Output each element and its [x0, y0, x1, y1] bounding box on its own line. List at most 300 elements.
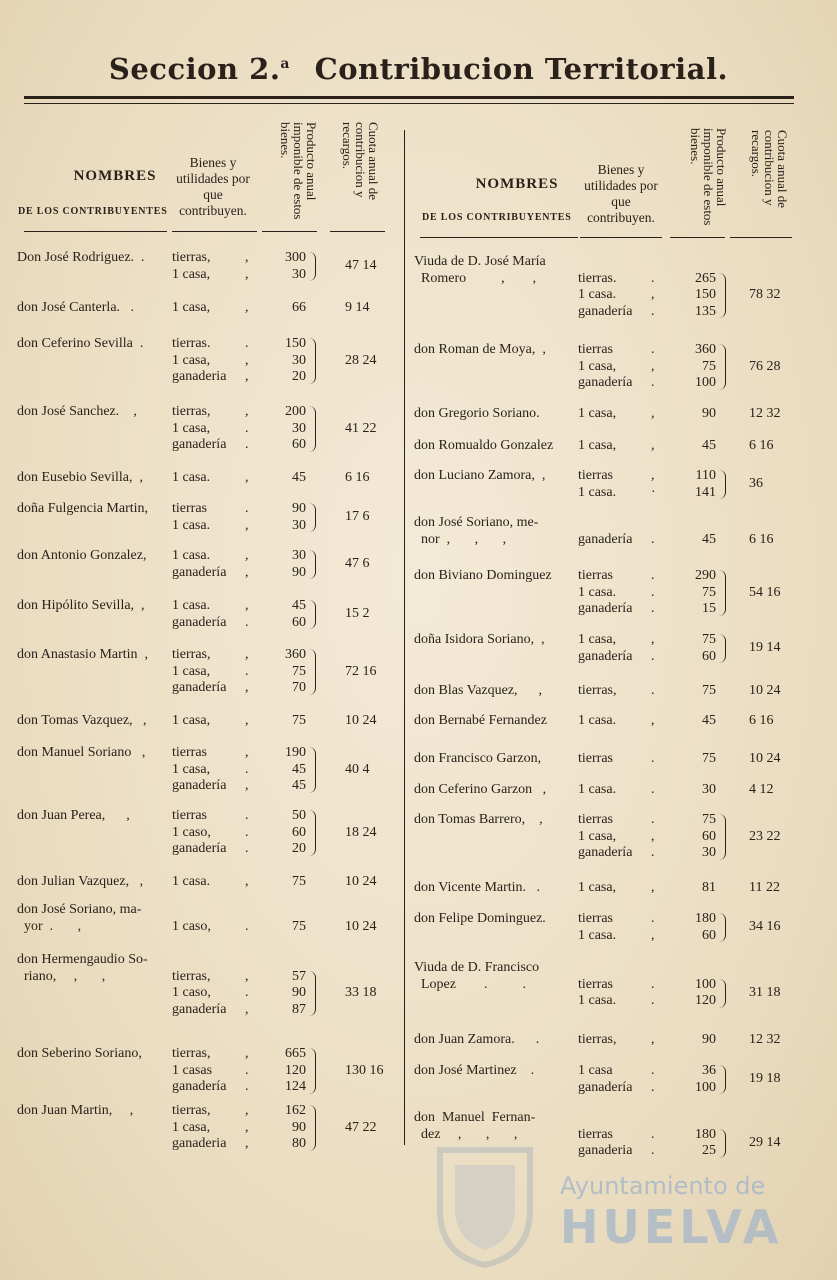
- property-type: 1 caso,: [172, 985, 211, 1000]
- property-type: 1 casa,: [578, 406, 617, 421]
- property-value: 120: [695, 993, 716, 1008]
- value-brace: [719, 634, 726, 663]
- contributor-name: don José Canterla. .: [17, 300, 135, 315]
- property-type: 1 casa.: [172, 874, 211, 889]
- property-separator: .: [245, 841, 249, 856]
- property-type: 1 casa.: [172, 598, 211, 613]
- watermark-seal: [430, 1140, 540, 1268]
- column-header-cuota: Cuota anual de contribucion y recargos.: [749, 130, 790, 208]
- property-value: 30: [702, 782, 716, 797]
- watermark-text-line1: Ayuntamiento de: [560, 1172, 766, 1200]
- property-separator: ,: [245, 1103, 249, 1118]
- cuota-value: 72 16: [345, 663, 377, 679]
- cuota-value: 31 18: [749, 984, 781, 1000]
- column-header-nombres: NOMBRES: [475, 176, 559, 192]
- property-value: 57: [292, 968, 306, 984]
- value-brace: [309, 810, 316, 856]
- value-brace: [309, 406, 316, 452]
- property-value: 100: [695, 375, 716, 390]
- property-type: 1 casa.: [578, 484, 617, 500]
- contributor-name: don Manuel Fernan-: [414, 1110, 536, 1125]
- contributor-name: don Ceferino Garzon ,: [414, 782, 547, 797]
- property-type: 1 casa.: [578, 782, 617, 797]
- cuota-value: 10 24: [749, 683, 781, 698]
- contributor-name: don Seberino Soriano,: [17, 1046, 142, 1061]
- contributor-name: Viuda de D. Francisco: [414, 960, 540, 975]
- property-value: 90: [702, 1032, 716, 1047]
- property-type: tierras: [578, 468, 613, 483]
- property-separator: ,: [245, 968, 249, 984]
- cuota-value: 4 12: [749, 782, 774, 797]
- value-brace: [309, 503, 316, 532]
- property-value: 30: [292, 352, 306, 368]
- property-separator: .: [245, 420, 249, 436]
- property-value: 45: [292, 761, 306, 777]
- property-type: 1 casa.: [172, 517, 211, 533]
- cuota-value: 36: [749, 476, 763, 492]
- contributor-name: don José Sanchez. ,: [17, 404, 137, 419]
- contributor-name-continued: riano, , ,: [17, 968, 106, 984]
- property-separator: ,: [651, 438, 655, 453]
- property-separator: .: [651, 648, 655, 664]
- property-separator: ,: [245, 713, 249, 728]
- property-value: 75: [702, 683, 716, 698]
- column-header-contribuyentes: DE LOS CONTRIBUYENTES: [18, 206, 168, 217]
- contributor-name: don Vicente Martin. .: [414, 880, 541, 895]
- cuota-value: 10 24: [345, 713, 377, 728]
- property-separator: ,: [245, 745, 249, 760]
- property-value: 60: [702, 828, 716, 844]
- property-separator: .: [651, 683, 655, 698]
- contributor-name: don Ceferino Sevilla .: [17, 336, 144, 351]
- property-separator: .: [651, 751, 655, 766]
- property-value: 45: [292, 598, 306, 613]
- property-separator: ,: [651, 406, 655, 421]
- property-value: 75: [702, 584, 716, 600]
- property-value: 141: [695, 484, 716, 500]
- property-type: tierras: [578, 976, 613, 992]
- property-separator: .: [651, 1079, 655, 1095]
- property-separator: .: [651, 782, 655, 797]
- property-type: 1 casa.: [578, 713, 617, 728]
- property-separator: ,: [651, 632, 655, 647]
- cuota-value: 17 6: [345, 509, 370, 525]
- property-value: 25: [702, 1143, 716, 1158]
- title-rule: [24, 96, 794, 99]
- section-superscript: a: [280, 56, 290, 73]
- property-type: ganadería: [172, 680, 227, 695]
- property-value: 90: [702, 406, 716, 421]
- property-type: 1 casa,: [578, 438, 617, 453]
- cuota-value: 6 16: [749, 713, 774, 728]
- property-value: 30: [702, 845, 716, 860]
- property-type: tierras,: [172, 404, 211, 419]
- property-separator: ,: [245, 1119, 249, 1135]
- property-value: 100: [695, 1079, 716, 1095]
- property-separator: .: [245, 808, 249, 823]
- property-separator: ,: [245, 250, 249, 265]
- property-value: 75: [292, 918, 306, 934]
- property-value: 360: [695, 342, 716, 357]
- property-separator: ,: [245, 369, 249, 384]
- property-type: tierras.: [172, 336, 211, 351]
- property-type: tierras: [578, 812, 613, 827]
- cuota-value: 41 22: [345, 420, 377, 436]
- contributor-name: don Blas Vazquez, ,: [414, 683, 543, 698]
- property-separator: .: [651, 1143, 655, 1158]
- property-separator: ·: [651, 484, 656, 500]
- property-separator: ,: [245, 404, 249, 419]
- contributor-name: Don José Rodriguez. .: [17, 250, 145, 265]
- cuota-value: 47 22: [345, 1119, 377, 1135]
- property-type: tierras,: [578, 1032, 617, 1047]
- contributor-name: Viuda de D. José María: [414, 254, 546, 269]
- property-type: ganadería: [578, 648, 633, 664]
- property-value: 60: [292, 437, 306, 452]
- property-type: 1 casa.: [578, 927, 617, 943]
- header-underline: [330, 231, 385, 232]
- property-separator: .: [245, 1062, 249, 1078]
- cuota-value: 9 14: [345, 300, 370, 315]
- property-type: 1 casa,: [578, 828, 617, 844]
- property-separator: ,: [245, 300, 249, 315]
- property-separator: ,: [245, 778, 249, 793]
- value-brace: [719, 344, 726, 390]
- value-brace: [309, 1048, 316, 1094]
- property-value: 45: [292, 778, 306, 793]
- property-separator: .: [245, 501, 249, 516]
- column-header-cuota: Cuota anual de contribucion y recargos.: [340, 122, 381, 200]
- property-type: ganaderia: [172, 1136, 227, 1151]
- property-value: 60: [702, 648, 716, 664]
- property-value: 120: [285, 1062, 306, 1078]
- cuota-value: 23 22: [749, 828, 781, 844]
- property-value: 45: [702, 531, 716, 547]
- property-value: 90: [292, 1119, 306, 1135]
- cuota-value: 10 24: [345, 874, 377, 889]
- property-separator: .: [651, 342, 655, 357]
- contributor-name: don Romualdo Gonzalez: [414, 438, 554, 453]
- property-separator: .: [651, 812, 655, 827]
- contributor-name: don Antonio Gonzalez,: [17, 548, 147, 563]
- contributor-name-continued: yor . ,: [17, 918, 82, 934]
- contributor-name: don Anastasio Martin ,: [17, 647, 149, 662]
- property-type: 1 casa,: [172, 352, 211, 368]
- watermark-text-line2: HUELVA: [560, 1200, 783, 1254]
- contributor-name: don Felipe Dominguez.: [414, 911, 546, 926]
- value-brace: [719, 1129, 726, 1158]
- cuota-value: 34 16: [749, 919, 781, 935]
- property-type: 1 casa,: [172, 300, 211, 315]
- property-value: 124: [285, 1079, 306, 1094]
- header-underline: [670, 237, 725, 238]
- property-type: 1 casa,: [172, 761, 211, 777]
- property-value: 150: [285, 336, 306, 351]
- property-value: 75: [702, 632, 716, 647]
- property-value: 30: [292, 266, 306, 282]
- column-header-nombres: NOMBRES: [73, 168, 157, 184]
- property-type: tierras: [172, 501, 207, 516]
- property-type: 1 casa.: [172, 548, 211, 563]
- property-value: 50: [292, 808, 306, 823]
- property-separator: ,: [245, 548, 249, 563]
- contributor-name: don Tomas Vazquez, ,: [17, 713, 147, 728]
- cuota-value: 19 18: [749, 1071, 781, 1087]
- property-value: 135: [695, 303, 716, 319]
- property-value: 100: [695, 976, 716, 992]
- property-type: ganadería: [172, 564, 227, 580]
- value-brace: [309, 649, 316, 695]
- property-value: 36: [702, 1063, 716, 1078]
- property-type: 1 casa.: [578, 993, 617, 1008]
- cuota-value: 11 22: [749, 880, 780, 895]
- property-value: 80: [292, 1136, 306, 1151]
- property-type: tierras: [172, 808, 207, 823]
- property-separator: ,: [245, 517, 249, 533]
- cuota-value: 15 2: [345, 606, 370, 622]
- property-separator: .: [651, 911, 655, 926]
- page-title: [0, 52, 837, 86]
- value-brace: [309, 1105, 316, 1151]
- property-type: tierras,: [172, 250, 211, 265]
- cuota-value: 18 24: [345, 824, 377, 840]
- property-separator: .: [651, 375, 655, 390]
- value-brace: [719, 814, 726, 860]
- property-separator: ,: [245, 1001, 249, 1017]
- property-separator: ,: [245, 1136, 249, 1151]
- header-underline: [172, 231, 257, 232]
- property-type: 1 casa.: [578, 287, 617, 302]
- property-separator: .: [651, 270, 655, 286]
- property-value: 87: [292, 1001, 306, 1017]
- column-header-producto: Producto anual imponible de estos bienes.: [278, 122, 319, 220]
- contributor-name: don Biviano Dominguez: [414, 568, 552, 583]
- property-type: tierras.: [578, 270, 617, 286]
- title-text: Contribucion Territorial.: [314, 52, 729, 86]
- cuota-value: 28 24: [345, 352, 377, 368]
- property-value: 70: [292, 680, 306, 695]
- cuota-value: 10 24: [345, 918, 377, 934]
- property-type: tierras: [578, 342, 613, 357]
- property-value: 20: [292, 369, 306, 384]
- property-type: tierras,: [172, 968, 211, 984]
- contributor-name: don José Soriano, me-: [414, 515, 539, 530]
- value-brace: [309, 550, 316, 579]
- property-value: 30: [292, 420, 306, 436]
- property-separator: ,: [245, 1046, 249, 1061]
- contributor-name: don Hipólito Sevilla, ,: [17, 598, 145, 613]
- property-type: tierras: [578, 751, 613, 766]
- property-value: 60: [292, 824, 306, 840]
- value-brace: [719, 979, 726, 1008]
- property-value: 60: [702, 927, 716, 943]
- property-separator: ,: [651, 468, 655, 483]
- value-brace: [309, 747, 316, 793]
- property-value: 30: [292, 548, 306, 563]
- contributor-name: don Manuel Soriano ,: [17, 745, 146, 760]
- section-label: Seccion 2.: [108, 52, 281, 86]
- contributor-name-continued: Lopez . .: [414, 976, 526, 992]
- title-rule-thin: [24, 103, 794, 104]
- property-type: ganadería: [578, 303, 633, 319]
- property-separator: .: [245, 437, 249, 452]
- property-value: 20: [292, 841, 306, 856]
- column-header-bienes: Bienes y utilidades por que contribuyen.: [176, 155, 250, 218]
- property-type: tierras,: [172, 1103, 211, 1118]
- property-type: ganadería: [578, 845, 633, 860]
- property-type: ganadería: [172, 614, 227, 630]
- cuota-value: 6 16: [749, 438, 774, 453]
- property-value: 265: [695, 270, 716, 286]
- column-header-bienes: Bienes y utilidades por que contribuyen.: [584, 162, 658, 225]
- property-value: 90: [292, 564, 306, 580]
- cuota-value: 130 16: [345, 1062, 384, 1078]
- cuota-value: 12 32: [749, 406, 781, 421]
- contributor-name: don Tomas Barrero, ,: [414, 812, 543, 827]
- property-value: 30: [292, 517, 306, 533]
- property-separator: .: [651, 1063, 655, 1078]
- property-separator: .: [651, 993, 655, 1008]
- property-separator: .: [245, 824, 249, 840]
- property-value: 66: [292, 300, 306, 315]
- cuota-value: 33 18: [345, 985, 377, 1000]
- cuota-value: 6 16: [749, 531, 774, 547]
- value-brace: [309, 600, 316, 629]
- contributor-name: don Juan Zamora. .: [414, 1032, 540, 1047]
- property-type: 1 casa,: [172, 420, 211, 436]
- property-separator: ,: [651, 880, 655, 895]
- contributor-name: don Luciano Zamora, ,: [414, 468, 546, 483]
- property-type: tierras: [578, 911, 613, 926]
- contributor-name: don José Martinez .: [414, 1063, 535, 1078]
- property-separator: .: [245, 614, 249, 630]
- contributor-name-continued: dez , , ,: [414, 1126, 518, 1142]
- cuota-value: 76 28: [749, 358, 781, 374]
- property-separator: .: [651, 303, 655, 319]
- property-type: 1 casa,: [578, 358, 617, 374]
- property-value: 90: [292, 501, 306, 516]
- property-value: 75: [702, 751, 716, 766]
- property-type: ganadería: [172, 778, 227, 793]
- property-type: ganaderia: [578, 1143, 633, 1158]
- cuota-value: 29 14: [749, 1134, 781, 1150]
- contributor-name: don Roman de Moya, ,: [414, 342, 546, 357]
- contributor-name: don Juan Perea, ,: [17, 808, 130, 823]
- property-separator: ,: [651, 1032, 655, 1047]
- property-type: tierras: [578, 568, 613, 583]
- property-type: 1 casa,: [172, 663, 211, 679]
- property-value: 110: [695, 468, 716, 483]
- contributor-name-continued: Romero , ,: [414, 270, 537, 286]
- contributor-name: doña Isidora Soriano, ,: [414, 632, 545, 647]
- value-brace: [309, 252, 316, 281]
- property-separator: ,: [651, 713, 655, 728]
- property-type: 1 caso,: [172, 918, 211, 934]
- cuota-value: 12 32: [749, 1032, 781, 1047]
- property-separator: .: [245, 336, 249, 351]
- property-type: 1 casa,: [172, 266, 211, 282]
- property-separator: ,: [651, 927, 655, 943]
- property-value: 81: [702, 880, 716, 895]
- header-underline: [730, 237, 792, 238]
- cuota-value: 6 16: [345, 470, 370, 485]
- property-value: 45: [702, 438, 716, 453]
- property-type: tierras,: [172, 1046, 211, 1061]
- value-brace: [719, 470, 726, 499]
- cuota-value: 40 4: [345, 761, 370, 777]
- column-header-producto: Producto anual imponible de estos bienes.: [688, 128, 729, 226]
- property-separator: ,: [245, 598, 249, 613]
- property-separator: .: [651, 568, 655, 583]
- property-separator: ,: [245, 352, 249, 368]
- column-divider: [404, 130, 405, 1145]
- property-type: 1 casa,: [172, 713, 211, 728]
- property-type: tierras: [578, 1126, 613, 1142]
- property-separator: .: [245, 918, 249, 934]
- contributor-name: don Bernabé Fernandez: [414, 713, 547, 728]
- value-brace: [309, 971, 316, 1017]
- property-separator: ,: [245, 266, 249, 282]
- property-value: 290: [695, 568, 716, 583]
- property-value: 360: [285, 647, 306, 662]
- contributor-name: don Francisco Garzon,: [414, 751, 542, 766]
- property-type: ganadería: [172, 437, 227, 452]
- cuota-value: 19 14: [749, 640, 781, 656]
- property-type: 1 casa,: [578, 632, 617, 647]
- property-value: 75: [702, 812, 716, 827]
- property-value: 75: [292, 713, 306, 728]
- column-header-contribuyentes: DE LOS CONTRIBUYENTES: [422, 212, 572, 223]
- contributor-name: don Gregorio Soriano.: [414, 406, 540, 421]
- property-type: ganadería: [578, 601, 633, 616]
- property-type: 1 casa: [578, 1063, 613, 1078]
- cuota-value: 47 6: [345, 556, 370, 572]
- property-separator: ,: [245, 680, 249, 695]
- property-value: 75: [292, 874, 306, 889]
- property-value: 300: [285, 250, 306, 265]
- property-value: 90: [292, 985, 306, 1000]
- cuota-value: 10 24: [749, 751, 781, 766]
- property-separator: .: [651, 845, 655, 860]
- header-underline: [262, 231, 317, 232]
- property-value: 162: [285, 1103, 306, 1118]
- property-separator: .: [245, 663, 249, 679]
- property-type: ganadería: [578, 1079, 633, 1095]
- cuota-value: 78 32: [749, 287, 781, 302]
- property-type: 1 casa,: [172, 1119, 211, 1135]
- property-value: 180: [695, 911, 716, 926]
- property-type: ganaderia: [172, 369, 227, 384]
- property-separator: .: [651, 1126, 655, 1142]
- property-value: 75: [292, 663, 306, 679]
- contributor-name-continued: nor , , ,: [414, 531, 507, 547]
- value-brace: [719, 570, 726, 616]
- property-value: 200: [285, 404, 306, 419]
- property-separator: .: [245, 985, 249, 1000]
- property-type: ganadería: [172, 1001, 227, 1017]
- property-type: ganadería: [172, 1079, 227, 1094]
- contributor-name: doña Fulgencia Martin,: [17, 501, 149, 516]
- property-type: tierras: [172, 745, 207, 760]
- property-value: 190: [285, 745, 306, 760]
- property-separator: .: [651, 976, 655, 992]
- property-separator: ,: [245, 647, 249, 662]
- property-type: ganadería: [172, 841, 227, 856]
- property-type: 1 casa,: [578, 880, 617, 895]
- value-brace: [719, 273, 726, 319]
- property-separator: ,: [651, 828, 655, 844]
- contributor-name: don Eusebio Sevilla, ,: [17, 470, 143, 485]
